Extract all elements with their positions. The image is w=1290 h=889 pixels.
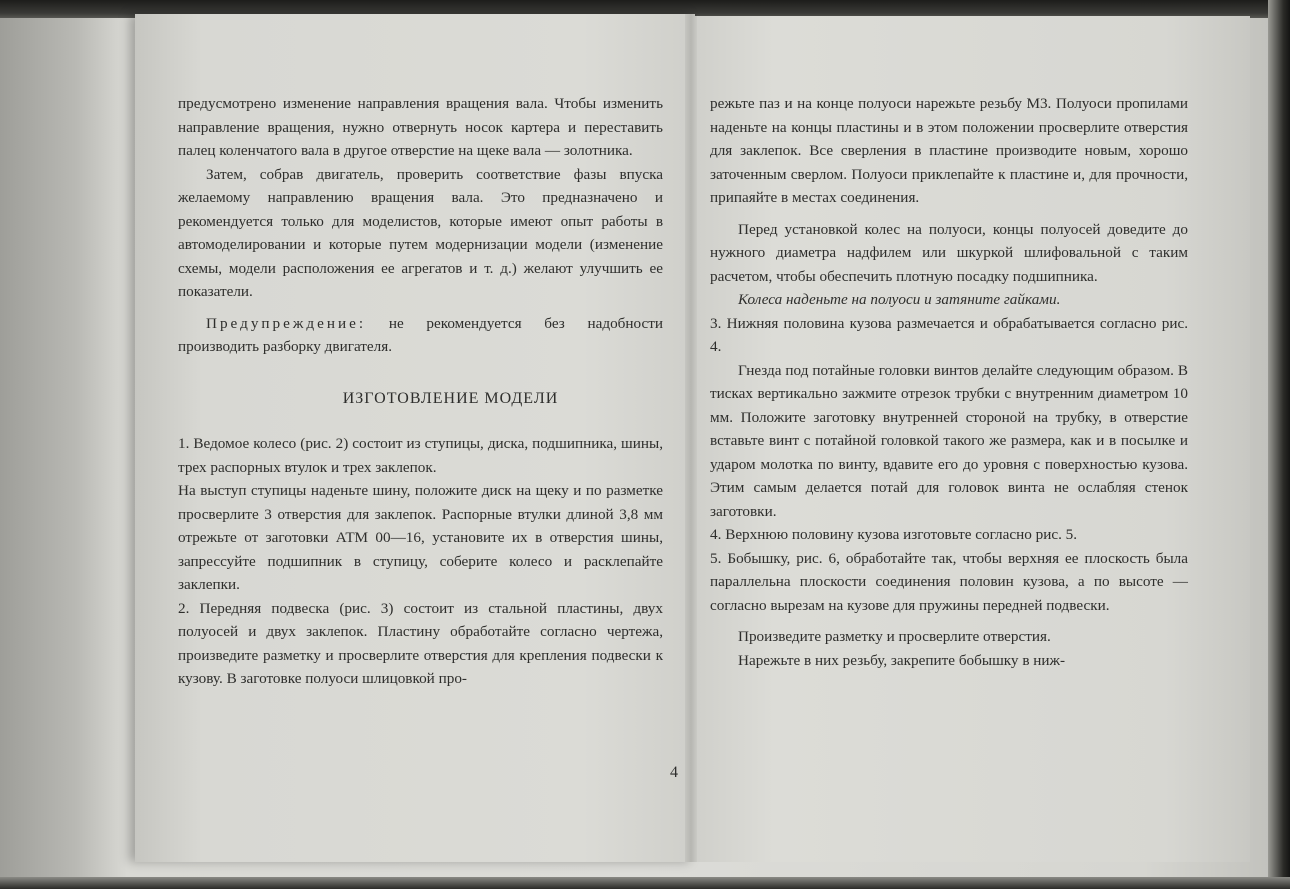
list-item: 1. Ведомое колесо (рис. 2) состоит из ступицы, диска, подшипника, шины, трех распорных втулок и трех заклепок. [178, 435, 663, 476]
warning-paragraph [178, 312, 663, 359]
paragraph: Нарежьте в них резьбу, закрепите бобышку в ниж- [738, 651, 1066, 669]
left-text-column [178, 92, 663, 691]
paragraph: предусмотрено изменение направления вращения вала. Чтобы изменить направление вращения, нужно отвернуть носок картера и переставить палец коленчатого вала в другое отверстие на щеке вала — золотника. [178, 95, 663, 159]
list-item: 4. Верхнюю половину кузова изготовьте согласно рис. 5. [710, 526, 1078, 543]
paragraph: Произведите разметку и просверлите отверстия. [738, 628, 1051, 645]
paragraph: Затем, собрав двигатель, проверить соответствие фазы впуска желаемому направлению вращения вала. Это предназначено и рекомендуется только для моделистов, которые имеют опыт работы в автомоделировании и которые путем модернизации модели (изменение схемы, модели расположения ее агрегатов и т. д.) желают улучшить ее показатели. [178, 165, 663, 300]
list-item: 5. Бобышку, рис. 6, обработайте так, чтобы верхняя ее плоскость была параллельна плоскости соединения половин кузова, а по высоте — согласно вырезам на кузове для пружины передней подвески. [710, 549, 1188, 614]
warning-text: не рекомендуется без надобности производить разборку двигателя. [178, 314, 663, 355]
right-text-column [710, 92, 1188, 672]
paragraph: Гнезда под потайные головки винтов делайте следующим образом. В тисках вертикально зажмите отрезок трубки с внутренним диаметром 10 мм. Положите заготовку внутренней стороной на трубку, в отверстие вставьте винт с потайной головкой такого же размера, как и в посылке и ударом молотка по винту, вдавите его до уровня с поверхностью кузова. Этим самым делается потай для головок винта не ослабляя стенок заготовки. [710, 361, 1188, 520]
page-number: 4 [670, 764, 678, 781]
warning-label: Предупреждение: [206, 314, 367, 332]
section-heading: ИЗГОТОВЛЕНИЕ МОДЕЛИ [342, 389, 559, 407]
paragraph: режьте паз и на конце полуоси нарежьте резьбу М3. Полуоси пропилами наденьте на концы пластины и в этом положении просверлите отверстия для заклепок. Все сверления в пластине производите новым, хорошо заточенным сверлом. Полуоси приклепайте к пластине и, для прочности, припаяйте в местах соединения. [710, 95, 1188, 206]
list-item: 3. Нижняя половина кузова размечается и обрабатывается согласно рис. 4. [710, 314, 1188, 355]
scan-dark-edge-right [1268, 0, 1290, 889]
scan-dark-edge-bottom [0, 877, 1290, 889]
list-item: На выступ ступицы наденьте шину, положите диск на щеку и по разметке просверлите 3 отверстия для заклепок. Распорные втулки длиной 3,8 мм отрежьте от заготовки АТМ 00—16, установите их в отверстия шины, запрессуйте подшипник в ступицу, соберите колесо и расклепайте заклепки. [178, 482, 663, 593]
list-item: 2. Передняя подвеска (рис. 3) состоит из стальной пластины, двух полуосей и двух заклепок. Пластину обработайте согласно чертежа, произведите разметку и просверлите отверстия для крепления подвески к кузову. В заготовке полуоси шлицовкой про- [178, 599, 663, 687]
book-gutter [685, 14, 697, 862]
paragraph: Перед установкой колес на полуоси, концы полуосей доведите до нужного диаметра надфилем или шкуркой шлифовальной с таким расчетом, чтобы обеспечить плотную посадку подшипника. [710, 220, 1188, 285]
paragraph: Колеса наденьте на полуоси и затяните гайками. [738, 291, 1061, 308]
